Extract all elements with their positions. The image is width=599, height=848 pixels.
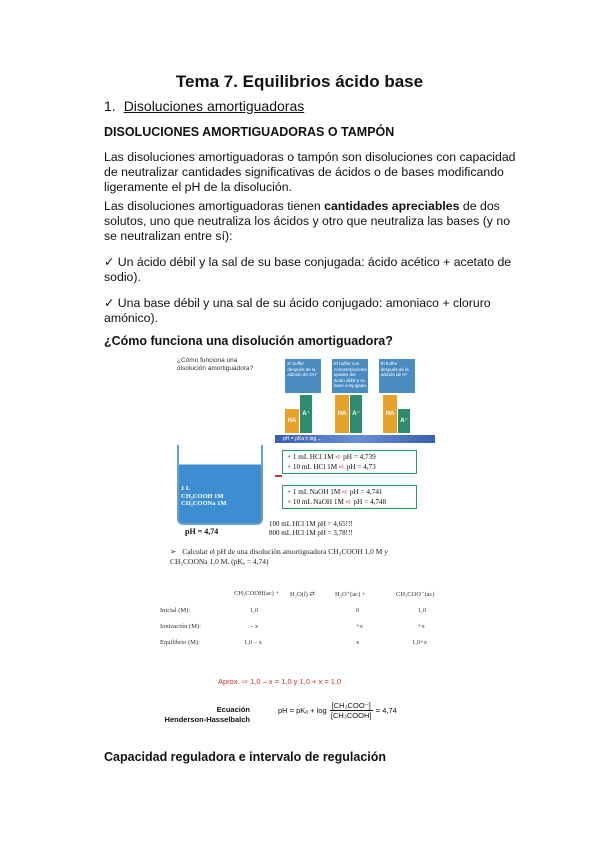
text: de dos solutos, uno que neutraliza los ácidos y otro que neutraliza las bases (y no se neutralizan entre sí): [104, 199, 511, 243]
section-title: Disoluciones amortiguadoras [123, 98, 305, 114]
equation-left: pH = pKₐ + log [278, 706, 327, 715]
problem-text: Calcular el pH de una disolución amortiguadora CH₃COOH 1,0 M y [182, 547, 388, 556]
result: pH = 4,748 [353, 498, 387, 506]
state-label: El buffer después de la adición de OH⁻ [285, 359, 321, 393]
cell: 1,0 – x [244, 639, 262, 646]
addition-row [287, 487, 412, 497]
label-line: Ecuación [216, 705, 250, 714]
addition: + 10 mL NaOH 1M [287, 498, 344, 506]
addition-row [287, 497, 412, 507]
large-addition-notes [269, 520, 353, 538]
heading-capacity: Capacidad reguladora e intervalo de regulación [104, 750, 387, 764]
beaker-line: CH₃COONa 1M [181, 500, 227, 507]
arrow-icon: ➪ [345, 498, 352, 506]
figure-caption [177, 357, 253, 373]
problem-text: CH₃COONa 1,0 M. (pKₐ = 4,74) [170, 557, 269, 566]
bold-text: cantidades apreciables [324, 199, 460, 213]
cell: x [356, 639, 360, 646]
bar-group [283, 395, 423, 433]
bar-a: A⁻ [300, 395, 312, 433]
row-label: Inicial (M): [160, 607, 191, 614]
bar-a: A⁻ [350, 395, 362, 433]
note-line: 800 mL HCl 1M pH = 3,78!!! [269, 529, 353, 537]
arrow-bullet-icon: ➢ [170, 547, 177, 556]
table-row [150, 607, 450, 617]
section-number: 1. [104, 98, 116, 114]
equation-result: = 4,74 [375, 706, 397, 715]
denominator: [CH₃COOH] [330, 711, 372, 720]
beaker-contents [181, 485, 226, 508]
addition: + 1 mL NaOH 1M [287, 488, 341, 496]
text: Las disoluciones amortiguadoras tienen [104, 199, 325, 213]
bullet-base: ✓ Una base débil y una sal de su ácido conjugado: amoniaco + cloruro amónico). [104, 296, 491, 325]
paragraph-definition: Las disoluciones amortiguadoras o tampón son disoluciones con capacidad de neutralizar cantidades significativas de ácidos o de bases modificando ligeramente el pH de la disolución. [104, 150, 516, 194]
cell: 1,0 [418, 607, 427, 614]
problem-statement [170, 547, 388, 567]
beaker-line: 1 L [181, 485, 191, 492]
arrow-icon: ➪ [342, 488, 349, 496]
approximation: Aprox. ⇨ 1,0 – x = 1,0 y 1,0 + x = 1,0 [218, 677, 342, 686]
buffer-diagram [175, 355, 440, 545]
state-labels [280, 359, 420, 393]
arrow-label: pH = pKa ± log ... [283, 436, 322, 442]
bar-a: A⁻ [398, 409, 410, 433]
row-label: Equilibrio (M): [160, 639, 200, 646]
arrow-icon: ➪ [338, 463, 345, 471]
note-line: 100 mL HCl 1M pH = 4,65!!! [269, 520, 353, 528]
fraction [330, 701, 373, 720]
table-row [150, 623, 450, 633]
problem-line [170, 547, 388, 557]
cell: +x [418, 623, 425, 630]
beaker-line: CH₃COOH 1M [181, 492, 224, 500]
henderson-equation [278, 701, 397, 720]
result: pH = 4,739 [343, 453, 376, 461]
result: pH = 4,741 [349, 488, 383, 496]
arrow-icon: ➪ [335, 453, 342, 461]
connector-line [275, 475, 282, 477]
numerator: [CH₃COO⁻] [331, 701, 371, 710]
header-cell: H₂O(l) ⇄ [290, 591, 315, 598]
addition: + 10 mL HCl 1M [287, 463, 338, 471]
state-label: El buffer después de la adición de H⁺ [379, 359, 415, 393]
cell: 1,0+x [412, 639, 428, 646]
base-addition-box [282, 485, 417, 509]
table-row [150, 639, 450, 649]
cell: 0 [356, 607, 360, 614]
acid-addition-box [282, 450, 417, 474]
addition: + 1 mL HCl 1M [287, 453, 334, 461]
page-title: Tema 7. Equilibrios ácido base [175, 72, 424, 91]
section-heading [104, 98, 304, 114]
heading-buffer: DISOLUCIONES AMORTIGUADORAS O TAMPÓN [104, 125, 395, 139]
heading-how-it-works: ¿Cómo funciona una disolución amortiguadora? [104, 334, 393, 348]
caption-line: ¿Cómo funciona una [177, 357, 238, 364]
header-cell: H₃O⁺(ac) + [335, 591, 366, 598]
cell: – x [250, 623, 259, 630]
result: pH = 4,73 [346, 463, 376, 471]
bar-ha: HA [383, 395, 397, 433]
label-line: Henderson-Hasselbalch [164, 715, 250, 724]
calculation-example [150, 545, 450, 735]
header-cell: CH₃COO⁻(ac) [396, 591, 435, 598]
addition-row [287, 462, 412, 472]
addition-row [287, 452, 412, 462]
bullet-acid: ✓ Un ácido débil y la sal de su base conjugada: ácido acético + acetato de sodio). [104, 255, 512, 284]
cell: +x [356, 623, 363, 630]
bar-ha: HA [285, 409, 299, 433]
initial-ph: pH = 4,74 [185, 527, 219, 536]
row-label: Ionización (M): [160, 623, 201, 630]
caption-line: disolución amortiguadora? [177, 365, 254, 372]
bar-ha: HA [335, 395, 349, 433]
header-cell: CH₃COOH(ac) + [234, 590, 280, 597]
state-label: El buffer con concentraciones iguales del ácido débil y su base conjugada [332, 359, 368, 393]
paragraph-solutes [104, 199, 524, 244]
reaction-header [150, 590, 450, 600]
equation-label [150, 705, 250, 725]
cell: 1,0 [250, 607, 259, 614]
